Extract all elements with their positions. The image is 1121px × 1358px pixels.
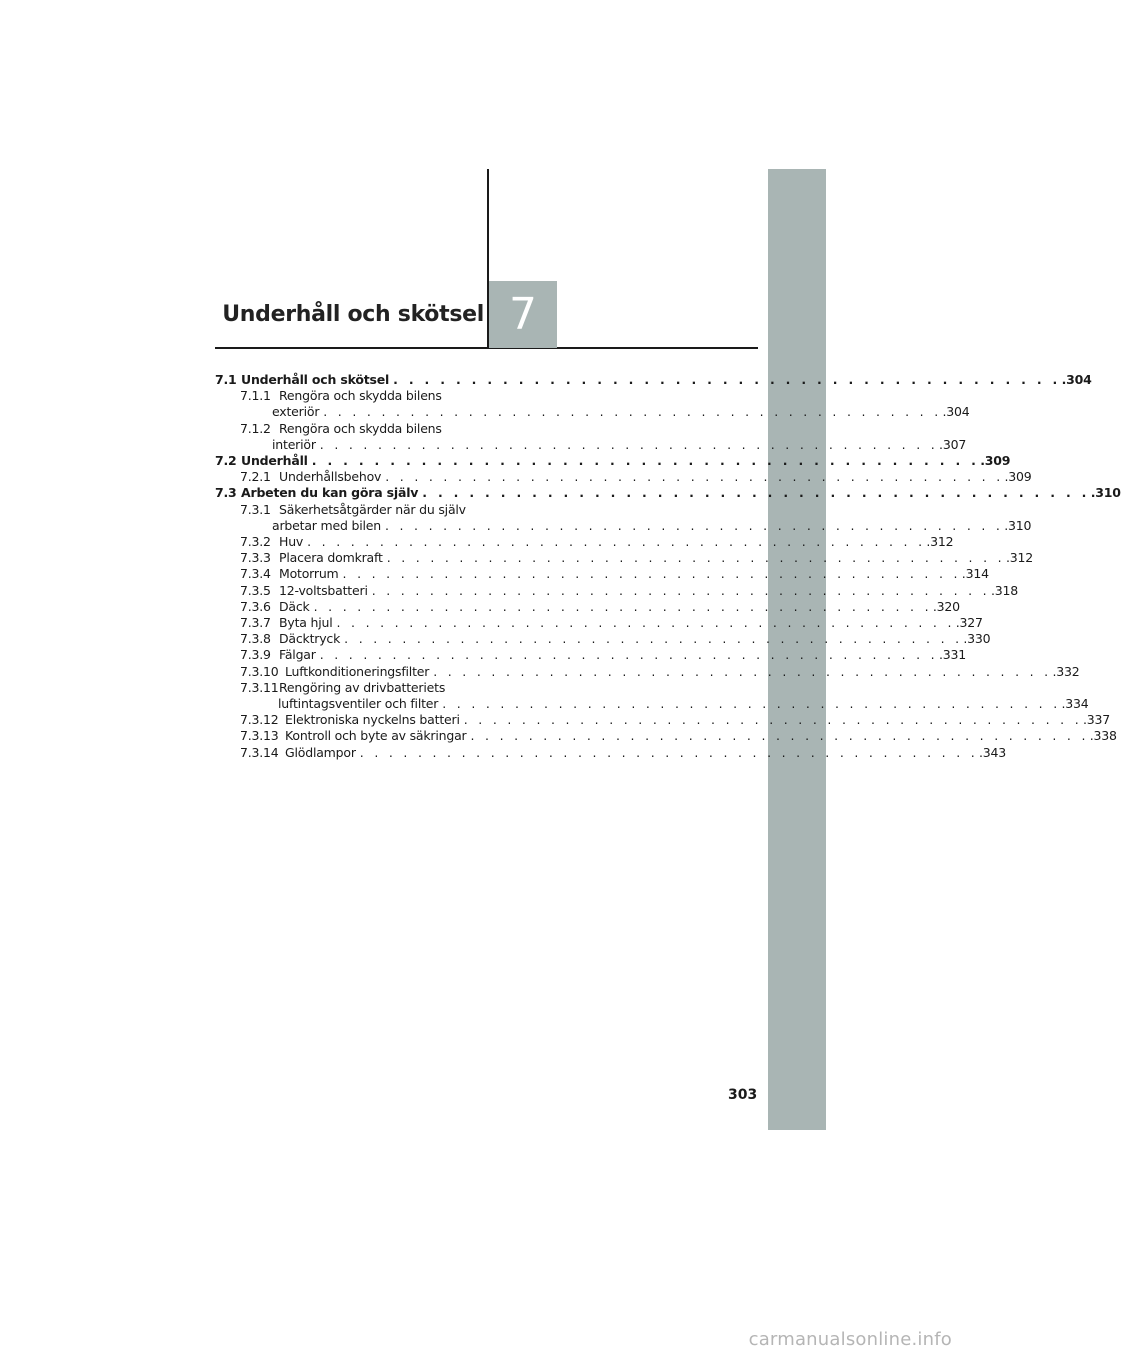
toc-entry-label: 12-voltsbatteri <box>279 582 368 598</box>
watermark[interactable]: carmanualsonline.info <box>748 1329 952 1350</box>
toc-entry-number: 7.1 <box>215 372 237 387</box>
toc-entry-label: Kontroll och byte av säkringar <box>285 728 467 744</box>
toc-subsection-entry[interactable] <box>215 744 1007 761</box>
toc-subsection-entry[interactable] <box>215 469 1032 485</box>
chapter-number: 7 <box>509 289 537 340</box>
toc-subsection-entry[interactable] <box>215 712 1111 728</box>
toc-entry-number: 7.2 <box>215 453 237 469</box>
toc-subsection-entry[interactable] <box>215 388 467 404</box>
toc-subsection-continuation <box>215 696 1089 712</box>
toc-subsection-entry[interactable] <box>215 582 1019 599</box>
toc-leader-dots <box>418 485 1089 501</box>
toc-entry-page: .307 <box>939 436 967 452</box>
toc-leader-dots <box>381 469 1003 485</box>
toc-entry-page: .318 <box>990 582 1019 598</box>
toc-entry-number: 7.3.2 <box>240 534 271 550</box>
toc-entry-label: Underhåll och skötsel <box>241 372 390 387</box>
toc-subsection-entry[interactable] <box>215 598 960 615</box>
table-of-contents <box>215 372 1121 761</box>
toc-entry-number: 7.3.4 <box>240 566 271 582</box>
toc-leader-dots <box>316 437 938 453</box>
toc-leader-dots <box>340 631 962 647</box>
toc-entry-page: .337 <box>1082 712 1111 728</box>
toc-subsection-entry[interactable] <box>215 631 991 647</box>
toc-leader-dots <box>429 664 1051 680</box>
toc-leader-dots <box>467 728 1089 744</box>
chapter-number-box <box>489 281 557 348</box>
toc-leader-dots <box>356 745 978 761</box>
toc-entry-page: .320 <box>932 598 960 614</box>
toc-section-entry[interactable] <box>215 485 1121 501</box>
toc-leader-dots <box>438 696 1060 712</box>
toc-entry-label: Motorrum <box>279 566 339 582</box>
toc-entry-label: Underhåll <box>241 453 308 469</box>
toc-subsection-continuation <box>215 436 967 453</box>
toc-leader-dots <box>303 534 925 550</box>
toc-entry-label: Underhållsbehov <box>279 469 382 485</box>
toc-entry-label: Byta hjul <box>279 615 333 631</box>
chapter-title: Underhåll och skötsel <box>222 302 484 327</box>
toc-entry-number: 7.3.7 <box>240 615 271 631</box>
toc-leader-dots <box>319 404 941 420</box>
toc-entry-number: 7.3.6 <box>240 598 271 614</box>
toc-entry-label-continued: arbetar med bilen <box>272 517 381 533</box>
toc-entry-label-continued: interiör <box>272 436 316 452</box>
toc-entry-label: Fälgar <box>279 647 316 663</box>
toc-entry-page: .334 <box>1061 696 1089 712</box>
toc-entry-page: .304 <box>942 404 970 420</box>
toc-entry-page: .327 <box>955 615 983 631</box>
toc-leader-dots <box>310 599 932 615</box>
toc-entry-number: 7.3.13 <box>240 728 279 744</box>
toc-subsection-continuation <box>215 404 970 420</box>
toc-entry-page: .338 <box>1089 728 1117 744</box>
toc-entry-number: 7.1.2 <box>240 420 271 436</box>
toc-section-entry[interactable] <box>215 453 1011 469</box>
toc-entry-number: 7.3.5 <box>240 582 271 598</box>
toc-entry-label: Placera domkraft <box>279 550 383 566</box>
toc-entry-label-continued: exteriör <box>272 404 320 420</box>
header-horizontal-rule <box>215 347 758 349</box>
toc-entry-number: 7.3.10 <box>240 663 279 679</box>
toc-entry-number: 7.3.3 <box>240 550 271 566</box>
toc-entry-page: .314 <box>961 566 989 582</box>
toc-entry-label: Däck <box>279 598 310 614</box>
toc-leader-dots <box>308 453 979 469</box>
toc-leader-dots <box>316 647 938 663</box>
toc-entry-page: .312 <box>1005 550 1033 566</box>
toc-entry-number: 7.3.8 <box>240 631 271 647</box>
toc-subsection-entry[interactable] <box>215 680 467 696</box>
toc-subsection-entry[interactable] <box>215 615 983 631</box>
toc-subsection-entry[interactable] <box>215 663 1080 680</box>
toc-entry-number: 7.1.1 <box>240 388 271 404</box>
toc-entry-label: Rengöra och skydda bilens <box>279 388 442 404</box>
toc-entry-page: .309 <box>1004 469 1032 485</box>
toc-subsection-entry[interactable] <box>215 550 1033 566</box>
toc-entry-label: Däcktryck <box>279 631 341 647</box>
toc-leader-dots <box>383 550 1005 566</box>
toc-entry-number: 7.3.14 <box>240 744 279 760</box>
toc-entry-label: Huv <box>279 534 304 550</box>
toc-leader-dots <box>368 583 990 599</box>
toc-entry-page: .309 <box>980 453 1011 469</box>
toc-entry-label: Luftkonditioneringsfilter <box>285 663 430 679</box>
toc-entry-label: Arbeten du kan göra själv <box>241 485 419 501</box>
toc-entry-number: 7.3 <box>215 485 237 501</box>
toc-entry-page: .331 <box>938 647 967 663</box>
toc-leader-dots <box>389 372 1060 388</box>
toc-entry-page: .310 <box>1090 485 1121 501</box>
toc-entry-number: 7.3.9 <box>240 647 271 663</box>
toc-subsection-entry[interactable] <box>215 534 954 550</box>
toc-entry-page: .332 <box>1052 663 1080 679</box>
toc-entry-page: .343 <box>979 744 1007 760</box>
toc-subsection-entry[interactable] <box>215 728 1117 744</box>
toc-entry-number: 7.2.1 <box>240 469 271 485</box>
toc-entry-label: Säkerhetsåtgärder när du själv <box>279 501 466 517</box>
toc-subsection-continuation <box>215 517 1032 534</box>
toc-leader-dots <box>460 712 1082 728</box>
toc-leader-dots <box>339 566 961 582</box>
toc-entry-page: .310 <box>1004 517 1032 533</box>
toc-entry-number: 7.3.12 <box>240 712 279 728</box>
toc-entry-label-continued: luftintagsventiler och filter <box>278 696 439 712</box>
toc-entry-number: 7.3.1 <box>240 501 271 517</box>
toc-entry-page: .312 <box>926 534 954 550</box>
toc-entry-label: Rengöra och skydda bilens <box>279 420 442 436</box>
toc-leader-dots <box>333 615 955 631</box>
toc-entry-label: Glödlampor <box>285 744 356 760</box>
toc-entry-label: Rengöring av drivbatteriets <box>279 679 446 695</box>
toc-entry-number: 7.3.11 <box>240 679 279 695</box>
toc-entry-page: .304 <box>1061 372 1092 387</box>
toc-subsection-entry[interactable] <box>215 566 989 582</box>
toc-section-entry[interactable] <box>215 372 1092 388</box>
toc-subsection-entry[interactable] <box>215 502 467 518</box>
page-number: 303 <box>728 1087 758 1103</box>
toc-entry-label: Elektroniska nyckelns batteri <box>285 712 460 728</box>
toc-subsection-entry[interactable] <box>215 647 967 663</box>
toc-subsection-entry[interactable] <box>215 421 467 437</box>
toc-entry-page: .330 <box>963 631 991 647</box>
toc-leader-dots <box>381 518 1003 534</box>
